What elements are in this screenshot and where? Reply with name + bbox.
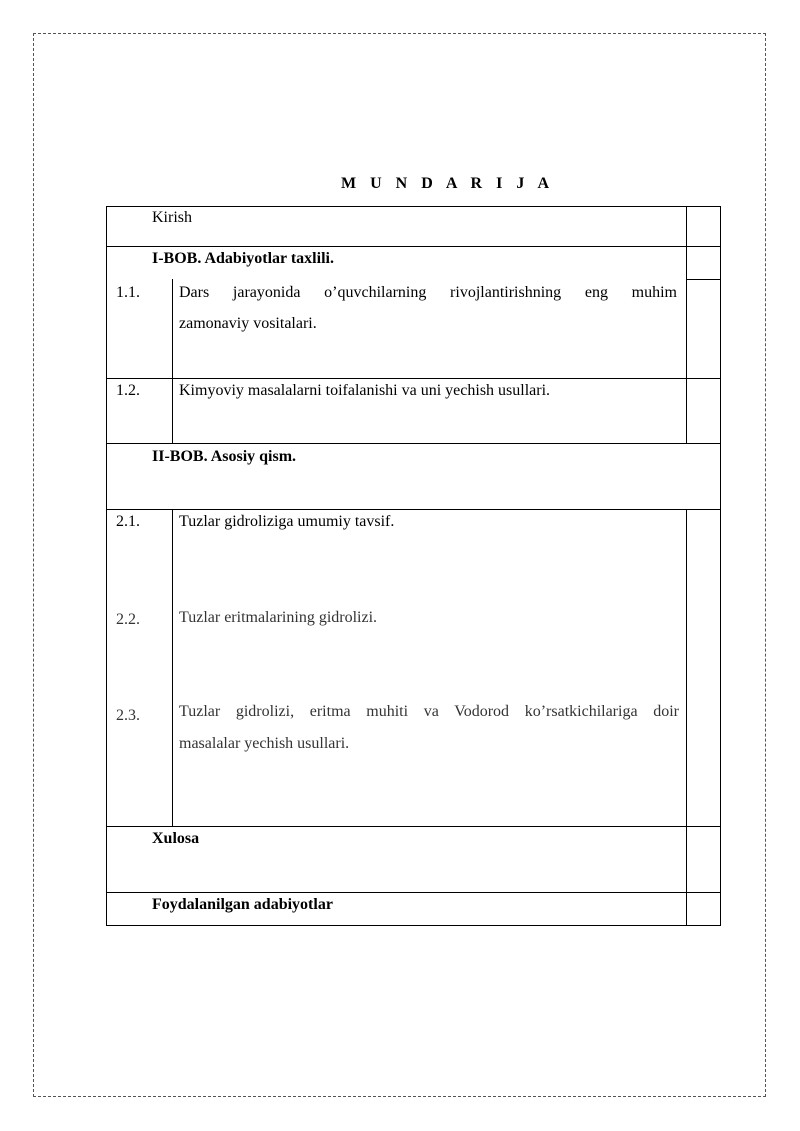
row-divider	[686, 279, 721, 280]
toc-entry-2-1: Tuzlar gidroliziga umumiy tavsif.	[179, 513, 395, 530]
table-of-contents	[106, 206, 721, 926]
toc-entry-2-3-line1: Tuzlar gidrolizi, eritma muhiti va Vodorod ko’rsatkichilariga doir	[179, 703, 679, 720]
column-divider	[686, 206, 687, 443]
column-divider	[720, 206, 721, 926]
column-divider	[686, 509, 687, 925]
toc-entry-1-2: Kimyoviy masalalarni toifalanishi va uni yechish usullari.	[179, 382, 551, 399]
toc-entry-xulosa: Xulosa	[152, 830, 200, 847]
column-divider	[172, 509, 173, 826]
toc-entry-1-1-line2: zamonaviy vositalari.	[179, 315, 317, 332]
toc-chapter-1: I-BOB. Adabiyotlar taxlili.	[152, 250, 334, 267]
toc-entry-2-3-line2: masalalar yechish usullari.	[179, 735, 350, 752]
toc-chapter-2: II-BOB. Asosiy qism.	[152, 448, 297, 465]
row-divider	[106, 206, 721, 207]
column-divider	[172, 279, 173, 443]
section-number: 1.2.	[116, 382, 140, 399]
section-number: 2.3.	[116, 707, 140, 724]
row-divider	[106, 925, 721, 926]
section-number: 2.1.	[116, 513, 140, 530]
section-number: 2.2.	[116, 611, 140, 628]
section-number: 1.1.	[116, 284, 140, 301]
toc-entry-adabiyotlar: Foydalanilgan adabiyotlar	[152, 896, 333, 913]
toc-entry-2-2: Tuzlar eritmalarining gidrolizi.	[179, 609, 378, 626]
page-title: M U N D A R I J A	[340, 175, 554, 192]
toc-entry-kirish: Kirish	[152, 209, 192, 226]
column-divider	[106, 206, 107, 926]
toc-entry-1-1-line1: Dars jarayonida o’quvchilarning rivojlantirishning eng muhim	[179, 284, 677, 301]
